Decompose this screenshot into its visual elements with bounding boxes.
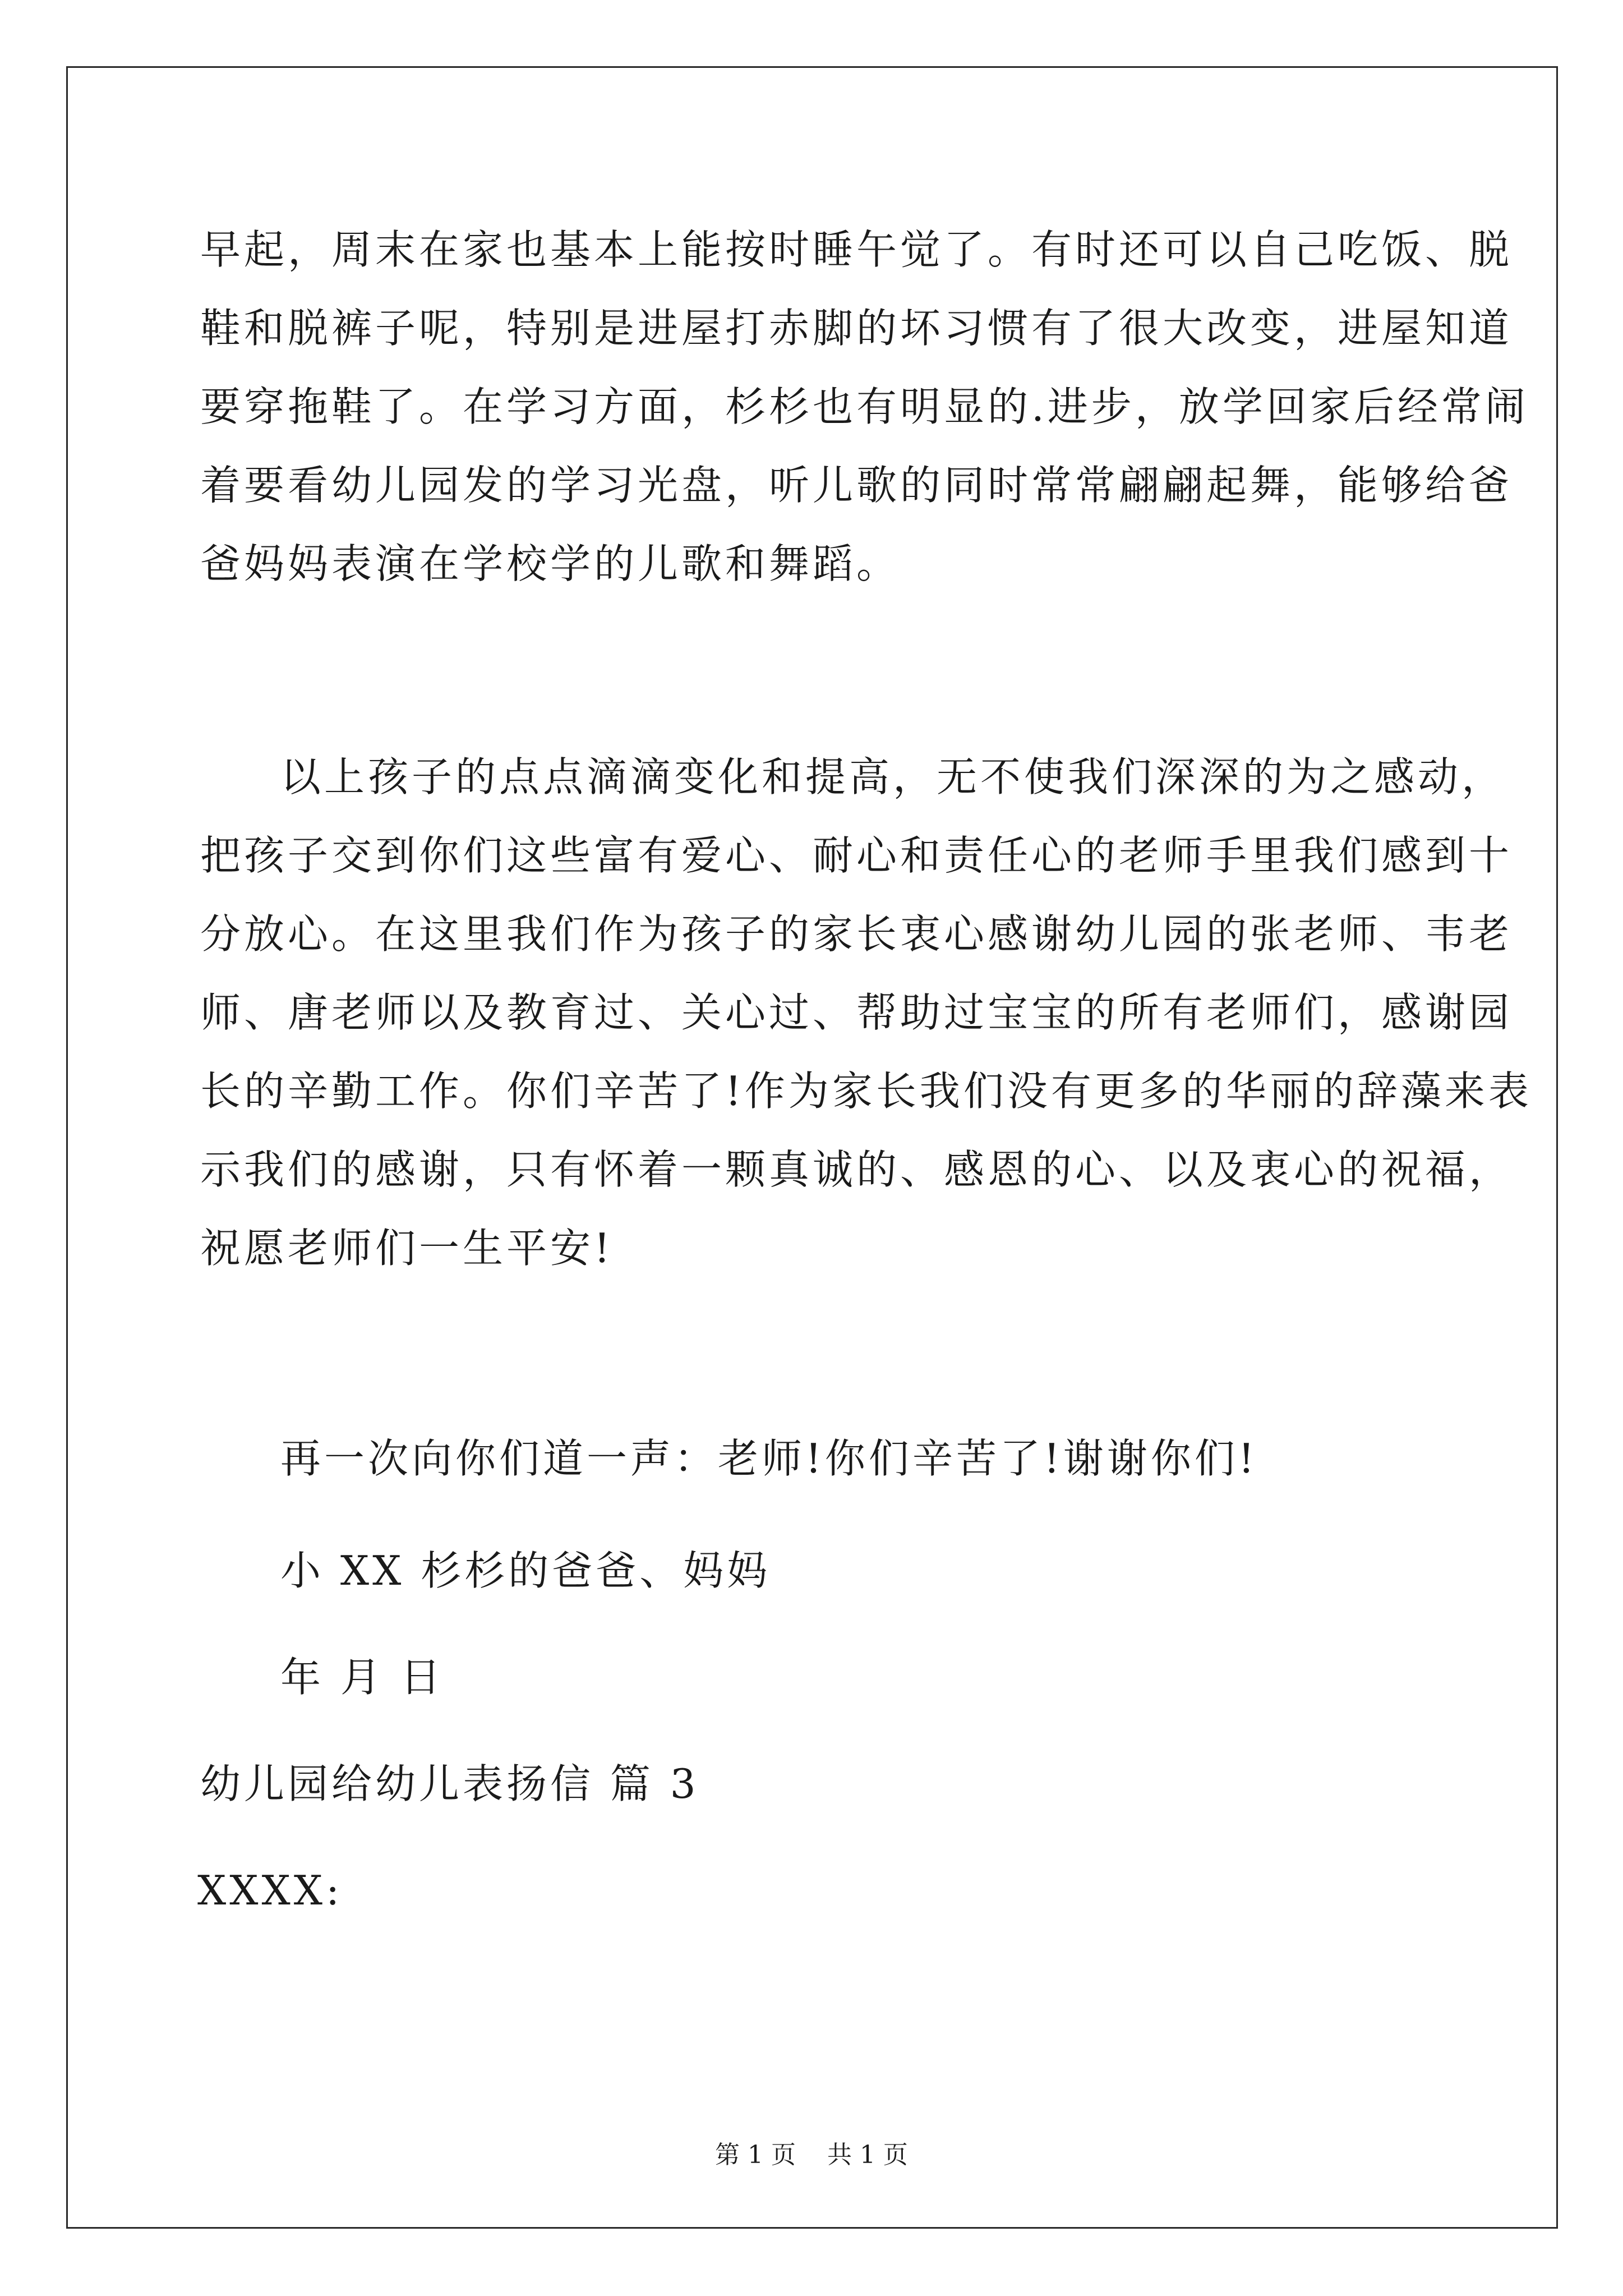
page-number: 第 1 页 共 1 页 [715, 2141, 908, 2169]
paragraph-line: 分放心。在这里我们作为孩子的家长衷心感谢幼儿园的张老师、韦老 [200, 910, 1513, 958]
salutation: XXXX: [197, 1867, 343, 1914]
paragraph-line: 师、唐老师以及教育过、关心过、帮助过宝宝的所有老师们，感谢园 [200, 989, 1513, 1036]
closing-line: 再一次向你们道一声：老师!你们辛苦了!谢谢你们! [280, 1435, 1258, 1482]
paragraph-line: 长的辛勤工作。你们辛苦了!作为家长我们没有更多的华丽的辞藻来表 [200, 1068, 1532, 1115]
paragraph-line: 把孩子交到你们这些富有爱心、耐心和责任心的老师手里我们感到十 [200, 832, 1513, 879]
paragraph-line: 着要看幼儿园发的学习光盘，听儿歌的同时常常翩翩起舞，能够给爸 [200, 462, 1513, 509]
paragraph-line: 鞋和脱裤子呢，特别是进屋打赤脚的坏习惯有了很大改变，进屋知道 [200, 305, 1513, 352]
signature: 小 XX 杉杉的爸爸、妈妈 [280, 1547, 771, 1594]
paragraph-line: 早起，周末在家也基本上能按时睡午觉了。有时还可以自己吃饭、脱 [200, 226, 1513, 273]
paragraph-line: 祝愿老师们一生平安! [200, 1225, 614, 1272]
section-heading: 幼儿园给幼儿表扬信 篇 3 [200, 1760, 699, 1807]
paragraph-line: 示我们的感谢，只有怀着一颗真诚的、感恩的心、以及衷心的祝福， [200, 1146, 1513, 1193]
paragraph-line: 以上孩子的点点滴滴变化和提高，无不使我们深深的为之感动， [280, 753, 1506, 800]
date-line: 年 月 日 [280, 1654, 444, 1701]
paragraph-line: 要穿拖鞋了。在学习方面，杉杉也有明显的.进步，放学回家后经常闹 [200, 383, 1529, 430]
paragraph-line: 爸妈妈表演在学校学的儿歌和舞蹈。 [200, 540, 901, 587]
